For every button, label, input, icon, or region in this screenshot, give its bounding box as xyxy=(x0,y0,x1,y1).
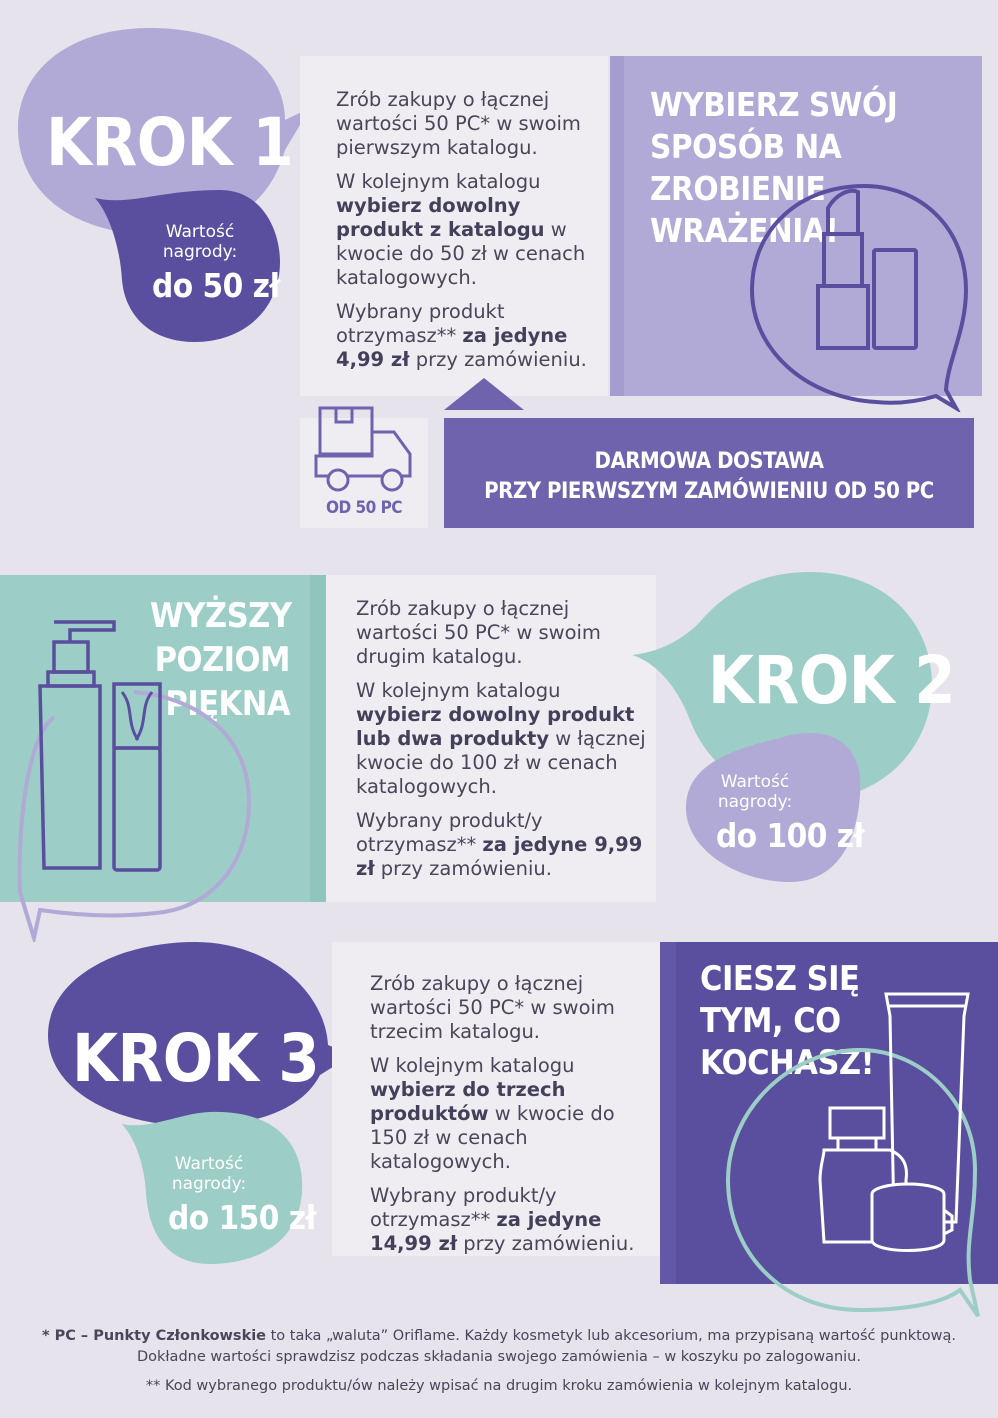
delivery-line1: DARMOWA DOSTAWA xyxy=(594,449,824,474)
krok1-text-panel xyxy=(300,56,608,396)
krok1-title: KROK 1 xyxy=(46,104,294,181)
krok3-headline: CIESZ SIĘ TYM, CO KOCHASZ! xyxy=(700,959,875,1083)
krok3-text-p3: Wybrany produkt/y otrzymasz** za jedyne 14,99 zł przy zamówieniu. xyxy=(370,1184,635,1255)
delivery-banner xyxy=(444,418,974,528)
delivery-line2: PRZY PIERWSZYM ZAMÓWIENIU OD 50 PC xyxy=(484,479,934,504)
krok1-text-p3: Wybrany produkt otrzymasz** za jedyne 4,99 zł przy zamówieniu. xyxy=(336,300,587,371)
krok1-text-p2: W kolejnym katalogu wybierz dowolny produkt z katalogu w kwocie do 50 zł w cenach katalogowych. xyxy=(336,170,586,289)
krok2-headline: WYŻSZY POZIOM PIĘKNA xyxy=(150,596,292,724)
krok1-reward-amount: do 50 zł xyxy=(152,266,280,305)
krok2-text-panel xyxy=(326,575,656,902)
krok3-text-p2: W kolejnym katalogu wybierz do trzech produktów w kwocie do 150 zł w cenach katalogowych. xyxy=(370,1054,615,1173)
footnote-2: Dokładne wartości sprawdzisz podczas składania swojego zamówienia – w koszyku po zalogowaniu. xyxy=(137,1349,861,1365)
krok3-text-panel xyxy=(332,942,660,1256)
footnote-1: * PC – Punkty Członkowskie to taka „waluta” Oriflame. Każdy kosmetyk lub akcesorium, ma przypisaną wartość punktową. xyxy=(41,1328,957,1344)
krok3-title: KROK 3 xyxy=(72,1020,320,1097)
delivery-truck-icon xyxy=(314,404,414,500)
krok1-pointer xyxy=(444,376,524,412)
krok2-text-p2: W kolejnym katalogu wybierz dowolny produkt lub dwa produkty w łącznej kwocie do 100 zł w cenach katalogowych. xyxy=(356,679,646,798)
footnote-3: ** Kod wybranego produktu/ów należy wpisać na drugim kroku zamówienia w kolejnym katalogu. xyxy=(145,1378,853,1394)
krok1-text-p1: Zrób zakupy o łącznej wartości 50 PC* w swoim pierwszym katalogu. xyxy=(336,88,581,159)
krok2-text-p3: Wybrany produkt/y otrzymasz** za jedyne 9,99 zł przy zamówieniu. xyxy=(356,809,643,880)
krok1-headline: WYBIERZ SWÓJ SPOSÓB NA ZROBIENIE WRAŻENIA! xyxy=(650,85,898,250)
cosmetics-jars-icon xyxy=(720,990,992,1326)
delivery-badge xyxy=(300,418,428,528)
krok3-reward-label: Wartość nagrody: xyxy=(171,1154,247,1194)
lipstick-icon xyxy=(746,180,976,412)
delivery-badge-text: OD 50 PC xyxy=(325,498,403,518)
krok2-text-p1: Zrób zakupy o łącznej wartości 50 PC* w swoim drugim katalogu. xyxy=(356,597,601,668)
krok3-reward-amount: do 150 zł xyxy=(168,1198,317,1237)
krok3-text-p1: Zrób zakupy o łącznej wartości 50 PC* w swoim trzecim katalogu. xyxy=(370,972,615,1043)
krok1-reward-label: Wartość nagrody: xyxy=(162,222,238,262)
krok2-reward-label: Wartość nagrody: xyxy=(717,772,793,812)
pump-bottle-icon xyxy=(14,612,254,942)
krok2-title: KROK 2 xyxy=(708,642,956,719)
krok2-reward-amount: do 100 zł xyxy=(716,816,865,855)
